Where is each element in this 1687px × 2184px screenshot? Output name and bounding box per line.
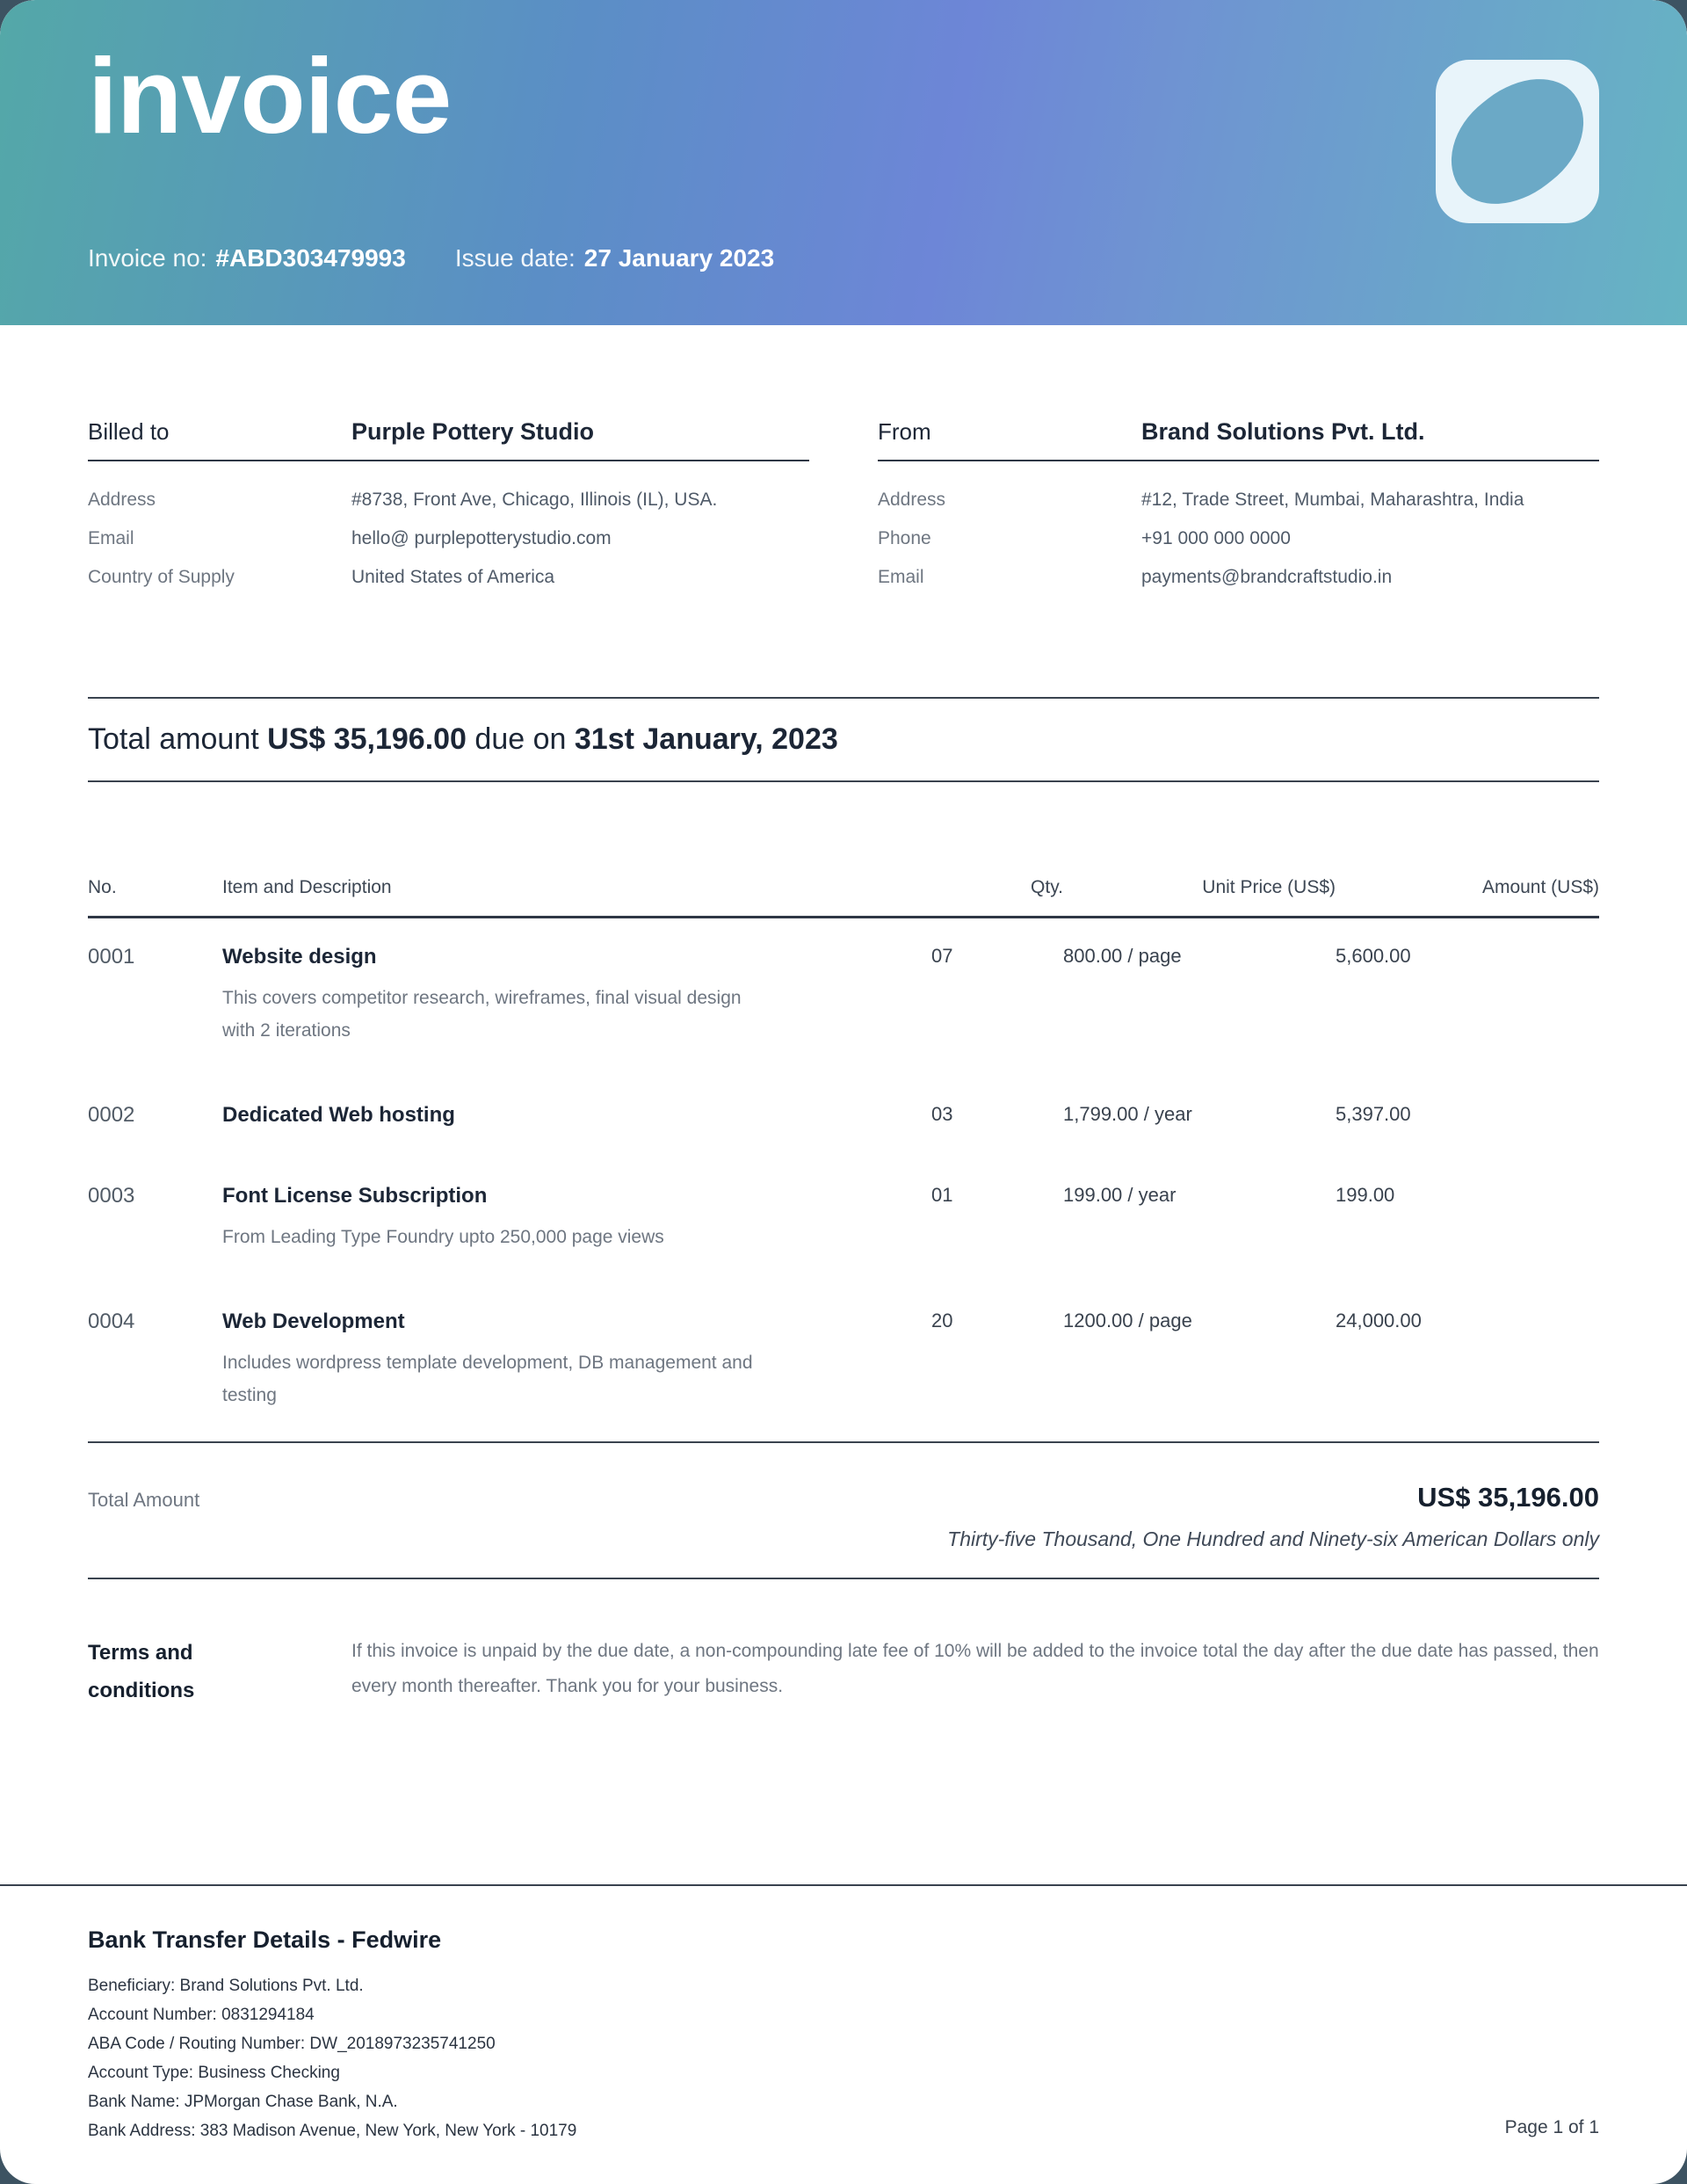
from-name: Brand Solutions Pvt. Ltd.: [1141, 418, 1425, 445]
item-amount: 199.00: [1336, 1184, 1395, 1206]
billed-to-rows: [88, 481, 809, 597]
table-row: [88, 1157, 1599, 1283]
row-value: payments@brandcraftstudio.in: [1141, 567, 1393, 587]
row-label: Phone: [878, 528, 931, 548]
party-row: [878, 558, 1599, 597]
item-no: 0004: [88, 1310, 135, 1333]
items-table-header: [88, 877, 1599, 918]
issue-date-value: 27 January 2023: [583, 244, 775, 272]
col-header-amount: Amount (US$): [1481, 877, 1599, 897]
party-row: [878, 519, 1599, 558]
item-no: 0003: [88, 1184, 135, 1208]
row-value: hello@ purplepotterystudio.com: [351, 528, 612, 548]
bank-detail-line: ABA Code / Routing Number: DW_2018973235741250: [88, 2035, 496, 2053]
row-label: Address: [88, 490, 156, 510]
item-title: Font License Subscription: [222, 1184, 488, 1208]
bank-detail-line: Bank Address: 383 Madison Avenue, New York, New York - 10179: [88, 2122, 577, 2140]
from-rows: [878, 481, 1599, 597]
col-header-unit-price: Unit Price (US$): [1202, 877, 1336, 897]
item-description: This covers competitor research, wireframes, final visual design with 2 iterations: [222, 988, 742, 1041]
invoice-header: [0, 0, 1687, 325]
row-value: #12, Trade Street, Mumbai, Maharashtra, India: [1141, 490, 1524, 510]
invoice-number-label: Invoice no:: [88, 244, 207, 272]
from-label: From: [878, 418, 931, 445]
party-row: [88, 519, 809, 558]
party-row: [878, 481, 1599, 519]
item-no: 0002: [88, 1103, 135, 1127]
bank-detail-line: Beneficiary: Brand Solutions Pvt. Ltd.: [88, 1977, 364, 1995]
item-title: Web Development: [222, 1310, 405, 1333]
item-unit-price: 800.00 / page: [1063, 945, 1182, 967]
terms-heading-text: Terms and conditions: [88, 1641, 195, 1702]
row-label: Email: [878, 567, 924, 587]
item-unit-price: 1,799.00 / year: [1063, 1103, 1192, 1125]
item-description: Includes wordpress template development, DB management and testing: [222, 1353, 753, 1405]
party-row: [88, 481, 809, 519]
party-row: [88, 558, 809, 597]
total-due-banner: [88, 697, 1599, 782]
from-block: [878, 418, 1599, 597]
row-value: +91 000 000 0000: [1141, 528, 1291, 548]
bank-detail-line: Account Number: 0831294184: [88, 2006, 315, 2024]
item-unit-price: 199.00 / year: [1063, 1184, 1177, 1206]
invoice-body: [0, 325, 1687, 1884]
bank-details-footer: [0, 1884, 1687, 2184]
items-table: [88, 877, 1599, 1443]
table-row: [88, 918, 1599, 1077]
bank-detail-line: Bank Name: JPMorgan Chase Bank, N.A.: [88, 2093, 398, 2111]
total-amount-in-words: Thirty-five Thousand, One Hundred and Ninety-six American Dollars only: [947, 1527, 1599, 1550]
col-header-no: No.: [88, 877, 117, 897]
item-amount: 5,397.00: [1336, 1103, 1411, 1125]
total-amount-section: [88, 1443, 1599, 1579]
row-value: United States of America: [351, 567, 555, 587]
item-qty: 20: [931, 1310, 953, 1331]
item-amount: 24,000.00: [1336, 1310, 1422, 1331]
page-indicator: Page 1 of 1: [1504, 2117, 1599, 2137]
col-header-item: Item and Description: [222, 877, 392, 897]
table-row: [88, 1283, 1599, 1441]
total-amount-value: US$ 35,196.00: [1417, 1482, 1599, 1513]
total-due-prefix: Total amount: [88, 722, 259, 756]
company-logo: [1436, 60, 1599, 223]
item-qty: 03: [931, 1103, 953, 1125]
invoice-number-value: #ABD303479993: [215, 244, 406, 272]
row-label: Address: [878, 490, 946, 510]
item-title: Website design: [222, 945, 377, 969]
terms-section: [88, 1634, 1599, 1709]
billed-to-header: [88, 418, 809, 461]
total-due-middle: due on: [474, 722, 567, 756]
total-amount-label: Total Amount: [88, 1489, 200, 1511]
row-value: #8738, Front Ave, Chicago, Illinois (IL), USA.: [351, 490, 718, 510]
total-due-amount: US$ 35,196.00: [267, 722, 467, 756]
terms-text: If this invoice is unpaid by the due date, a non-compounding late fee of 10% will be added to the invoice total the day after the due date has passed, then every month thereafter. Thank you for your business.: [351, 1641, 1599, 1696]
item-description: From Leading Type Foundry upto 250,000 page views: [222, 1227, 664, 1247]
row-label: Email: [88, 528, 134, 548]
bank-detail-line: Account Type: Business Checking: [88, 2064, 340, 2082]
item-title: Dedicated Web hosting: [222, 1103, 455, 1127]
bank-details-lines: [88, 1971, 1599, 2145]
bank-details-heading: Bank Transfer Details - Fedwire: [88, 1926, 442, 1953]
item-unit-price: 1200.00 / page: [1063, 1310, 1192, 1331]
total-due-date: 31st January, 2023: [574, 722, 838, 756]
item-qty: 01: [931, 1184, 953, 1206]
billed-to-name: Purple Pottery Studio: [351, 418, 595, 445]
page-title: invoice: [88, 36, 452, 156]
billed-to-label: Billed to: [88, 418, 170, 445]
billed-to-block: [88, 418, 809, 597]
invoice-number: [88, 244, 406, 272]
egg-blob-icon: [1436, 60, 1599, 223]
invoice-meta: [88, 244, 774, 272]
col-header-qty: Qty.: [1031, 877, 1063, 897]
issue-date: [455, 244, 774, 272]
from-header: [878, 418, 1599, 461]
parties-section: [88, 418, 1599, 597]
item-no: 0001: [88, 945, 135, 969]
row-label: Country of Supply: [88, 567, 235, 587]
issue-date-label: Issue date:: [454, 244, 576, 272]
table-row: [88, 1077, 1599, 1157]
item-qty: 07: [931, 945, 953, 967]
item-amount: 5,600.00: [1336, 945, 1411, 967]
terms-heading: [88, 1634, 351, 1709]
